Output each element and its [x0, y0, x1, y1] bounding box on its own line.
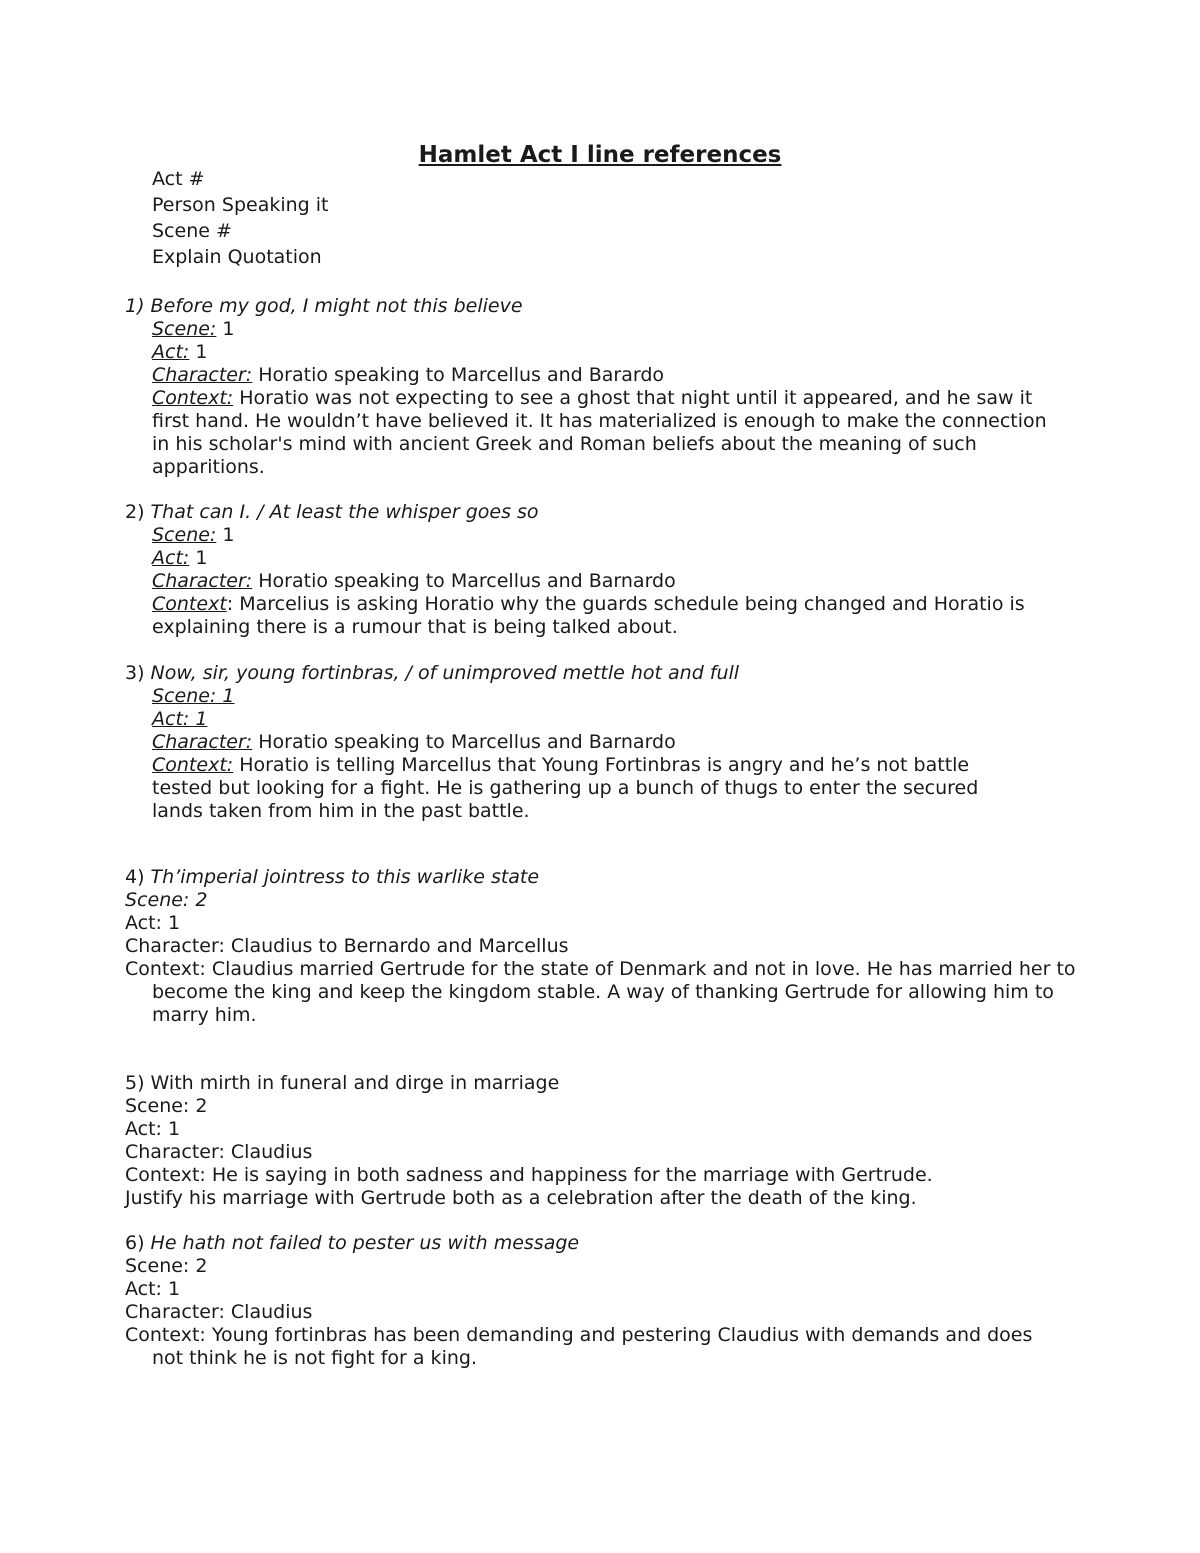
- entry-context: [125, 754, 1032, 823]
- entry-5: [125, 1072, 1075, 1210]
- entry-quote: 5) With mirth in funeral and dirge in marriage: [125, 1072, 560, 1094]
- entry-quote: [125, 501, 1075, 524]
- scene-value: 1: [216, 524, 235, 546]
- context-label: Context:: [152, 387, 234, 409]
- entry-context: [125, 387, 1052, 479]
- quote-text: Now, sir, young fortinbras, / of unimproved mettle hot and full: [150, 662, 740, 684]
- entry-number: 3): [125, 662, 151, 684]
- entry-character: Character: Claudius: [125, 1141, 313, 1163]
- character-value: Horatio speaking to Marcellus and Barnardo: [252, 731, 676, 753]
- entry-3: [125, 662, 1075, 823]
- entry-act: Act: 1: [125, 1118, 181, 1140]
- act-value: 1: [189, 547, 208, 569]
- context-value: Horatio is telling Marcellus that Young Fortinbras is angry and he’s not battle tested but looking for a fight. He is gathering up a bunch of thugs to enter the secured lands taken from him in the past battle.: [152, 754, 979, 822]
- quote-text: That can I. / At least the whisper goes so: [150, 501, 539, 523]
- entry-character: Character: Claudius to Bernardo and Marcellus: [125, 935, 569, 957]
- entry-2: [125, 501, 1075, 639]
- entry-scene: [125, 318, 1075, 341]
- quote-text: Th’imperial jointress to this warlike state: [150, 866, 540, 888]
- entry-number: 6): [125, 1232, 151, 1254]
- entry-character: [125, 364, 1075, 387]
- entry-4: [125, 866, 1075, 1027]
- context-label: Context:: [152, 754, 234, 776]
- page-title: Hamlet Act I line references: [418, 142, 782, 168]
- entry-quote: 1) Before my god, I might not this believe: [125, 295, 523, 317]
- instruction-item: Person Speaking it: [152, 194, 329, 216]
- entry-character: Character: Claudius: [125, 1301, 313, 1323]
- entry-scene: Scene: 2: [125, 1095, 208, 1117]
- entry-scene: Scene: 2: [125, 889, 208, 911]
- entry-scene: [125, 524, 1075, 547]
- scene-label: Scene:: [152, 318, 217, 340]
- quote-text: He hath not failed to pester us with message: [150, 1232, 580, 1254]
- instruction-item: Act #: [152, 168, 205, 190]
- entry-act: Act: 1: [152, 708, 208, 730]
- scene-label: Scene:: [152, 524, 217, 546]
- entry-character: [125, 570, 1075, 593]
- character-value: Horatio speaking to Marcellus and Barnardo: [252, 570, 676, 592]
- entry-1: [125, 295, 1075, 479]
- act-label: Act:: [152, 547, 190, 569]
- entry-quote: [125, 662, 1075, 685]
- instruction-item: Explain Quotation: [152, 246, 322, 268]
- entry-act: [125, 547, 1075, 570]
- entry-scene: Scene: 1: [152, 685, 235, 707]
- character-label: Character:: [152, 731, 253, 753]
- context-value: : Marcelius is asking Horatio why the guards schedule being changed and Horatio is explaining there is a rumour that is being talked about.: [152, 593, 1025, 638]
- context-label: Context: [152, 593, 227, 615]
- instruction-item: Scene #: [152, 220, 232, 242]
- entry-quote: [125, 1232, 1075, 1255]
- entry-act: Act: 1: [125, 912, 181, 934]
- entry-scene: Scene: 2: [125, 1255, 208, 1277]
- entry-context: Context: He is saying in both sadness and happiness for the marriage with Gertrude.: [125, 1164, 933, 1186]
- context-value: Horatio was not expecting to see a ghost that night until it appeared, and he saw it first hand. He wouldn’t have believed it. It has materialized is enough to make the connection in his scholar's mind with ancient Greek and Roman beliefs about the meaning of such apparitions.: [152, 387, 1047, 478]
- entry-context: Context: Claudius married Gertrude for the state of Denmark and not in love. He has married her to become the king and keep the kingdom stable. A way of thanking Gertrude for allowing him to marry him.: [125, 958, 1076, 1026]
- entry-number: 2): [125, 501, 151, 523]
- entry-character: [125, 731, 1075, 754]
- character-label: Character:: [152, 570, 253, 592]
- entry-quote: [125, 866, 1075, 889]
- entry-6: [125, 1232, 1075, 1370]
- entry-justification: Justify his marriage with Gertrude both as a celebration after the death of the king.: [125, 1187, 917, 1209]
- character-label: Character:: [152, 364, 253, 386]
- entry-number: 4): [125, 866, 151, 888]
- entry-context: [125, 593, 1082, 639]
- entry-act: [125, 341, 1075, 364]
- character-value: Horatio speaking to Marcellus and Barardo: [252, 364, 665, 386]
- act-value: 1: [189, 341, 208, 363]
- entry-context: Context: Young fortinbras has been demanding and pestering Claudius with demands and does not think he is not fight for a king.: [125, 1324, 1033, 1369]
- scene-value: 1: [216, 318, 235, 340]
- entry-act: Act: 1: [125, 1278, 181, 1300]
- instruction-list: [152, 166, 329, 270]
- act-label: Act:: [152, 341, 190, 363]
